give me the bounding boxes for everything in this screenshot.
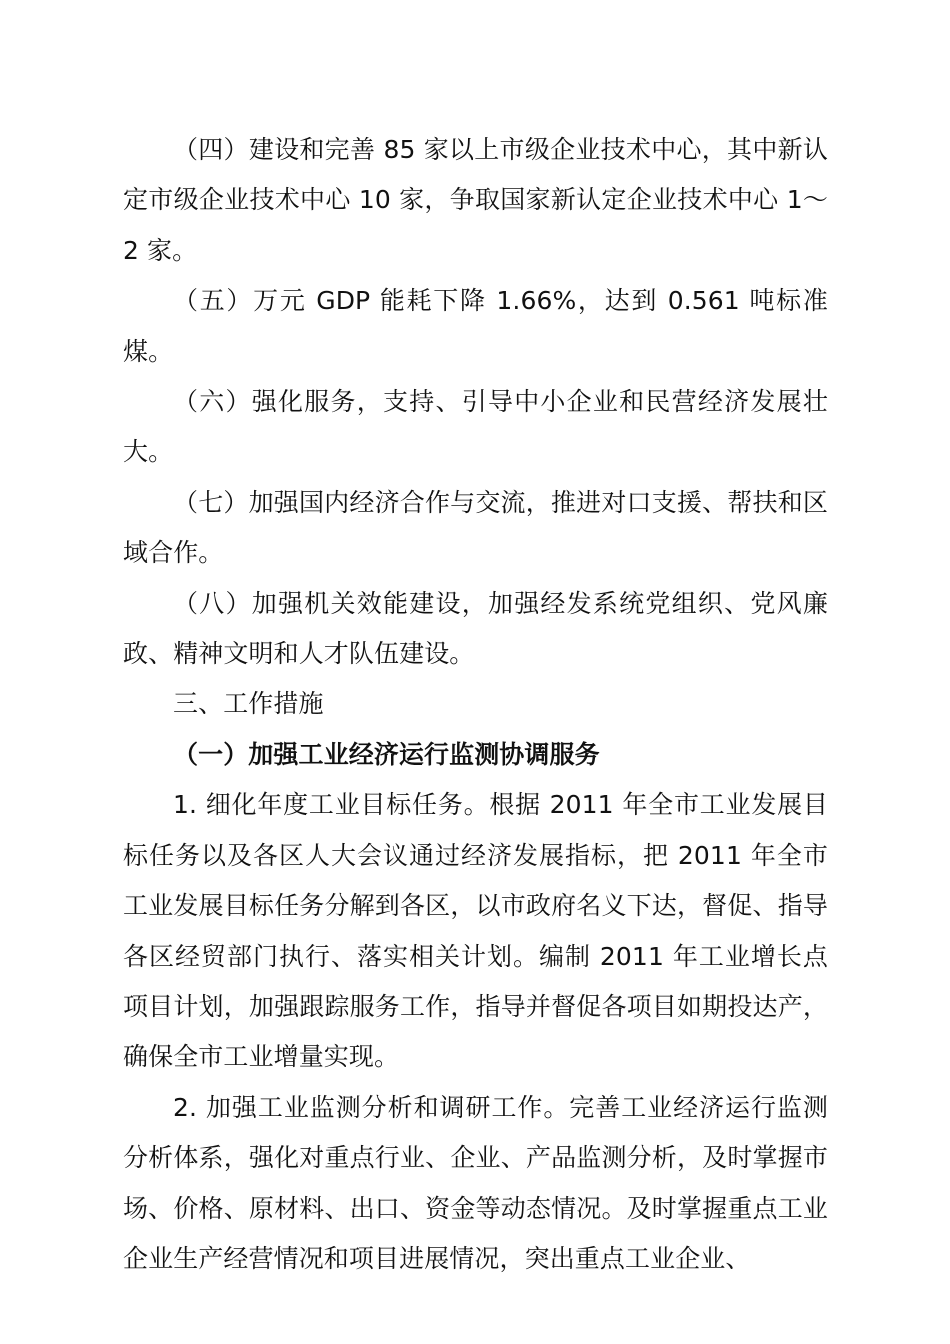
paragraph-item-5: （五）万元 GDP 能耗下降 1.66%，达到 0.561 吨标准煤。 — [123, 286, 828, 366]
measure-item-2: 2. 加强工业监测分析和调研工作。完善工业经济运行监测分析体系，强化对重点行业、企业、产品监测分析，及时掌握市场、价格、原材料、出口、资金等动态情况。及时掌握重点工业企业生产经营情况和项目进展情况，突出重点工业企业、 — [123, 1092, 828, 1273]
document-page — [123, 125, 828, 1284]
paragraph-item-8: （八）加强机关效能建设，加强经发系统党组织、党风廉政、精神文明和人才队伍建设。 — [123, 588, 828, 669]
measure-item-1: 1. 细化年度工业目标任务。根据 2011 年全市工业发展目标任务以及各区人大会议通过经济发展指标，把 2011 年全市工业发展目标任务分解到各区，以市政府名义下达，督促、指导各区经贸部门执行、落实相关计划。编制 2011 年工业增长点项目计划，加强跟踪服务工作，指导并督促各项目如期投达产，确保全市工业增量实现。 — [123, 790, 828, 1072]
subsection-heading-1: （一）加强工业经济运行监测协调服务 — [173, 739, 600, 769]
section-heading-measures: 三、工作措施 — [173, 689, 324, 719]
paragraph-item-6: （六）强化服务，支持、引导中小企业和民营经济发展壮大。 — [123, 387, 828, 467]
paragraph-item-7: （七）加强国内经济合作与交流，推进对口支援、帮扶和区域合作。 — [123, 487, 828, 568]
paragraph-item-4: （四）建设和完善 85 家以上市级企业技术中心，其中新认定市级企业技术中心 10 家，争取国家新认定企业技术中心 1～2 家。 — [123, 135, 828, 265]
